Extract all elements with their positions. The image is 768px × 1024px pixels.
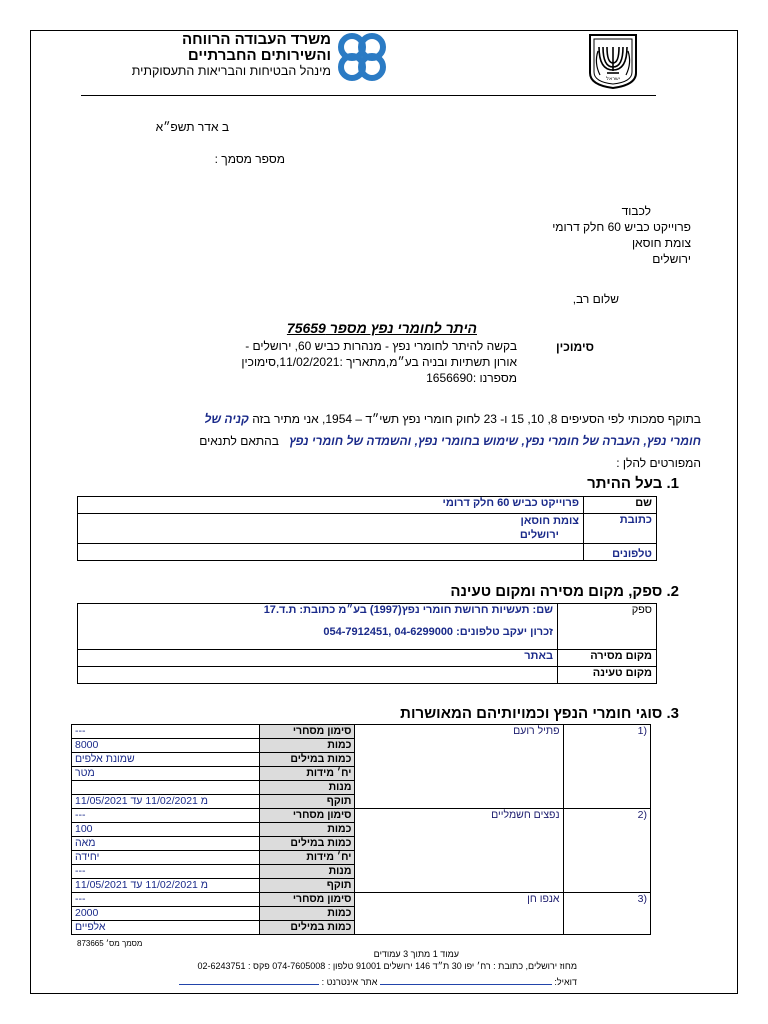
qty-words-value: שמונת אלפים [72,753,260,767]
doses-label: מנות [259,865,354,879]
body-permitted-actions: קניה של [204,412,249,426]
qty-value: 8000 [72,739,260,753]
section2-heading: 2. ספק, מקום מסירה ומקום טעינה [450,583,679,600]
reference-caption: סימוכין [556,340,594,354]
reference-line: אורון תשתיות ובניה בע״מ,מתאריך :11/02/2021,סימוכין [241,355,517,369]
item-number: 1) [563,725,650,809]
qty-words-label: כמות במילים [259,753,354,767]
qty-words-label: כמות במילים [259,921,354,935]
supplier-line: שם: תעשיות חרושת חומרי נפץ(1997) בע״מ כתובת: ת.ד.17 [263,604,553,616]
permit-title: היתר לחומרי נפץ מספר 75659 [286,320,477,336]
reference-line: מספרנו :1656690 [426,371,517,385]
body-text: בתוקף סמכותי לפי הסעיפים 8, 10, 15 ו- 23 לחוק חומרי נפץ תשי״ד – 1954, אני מתיר בזה [252,412,701,426]
catalog-label: סימון מסחרי [259,725,354,739]
qty-label: כמות [259,823,354,837]
svg-text:ישראל: ישראל [606,76,620,82]
document-number-label: מספר מסמך : [214,152,285,166]
letter-page [30,30,738,994]
section1-heading: 1. בעל ההיתר [587,475,679,492]
item-name: אנפו חן [355,893,563,935]
holder-address-label: כתובת [584,514,657,544]
validity-label: תוקף [259,879,354,893]
website-link[interactable] [179,974,319,985]
holder-name-label: שם [584,497,657,514]
footer-page-info: עמוד 1 מתוך 3 עמודים [373,949,459,959]
supplier-line: זכרון יעקב טלפונים: 04-6299000 ,054-7912451 [323,626,553,638]
delivery-place-value: באתר [78,650,558,667]
holder-name-value: פרוייקט כביש 60 חלק דרומי [78,497,584,514]
item-name: פתיל רועם [355,725,563,809]
address-line: צומת חוסאן [520,515,579,527]
footer-links [179,974,577,987]
recipient-line: ירושלים [652,252,691,266]
holder-phones-value [78,544,584,561]
body-paragraph [61,408,701,474]
permit-holder-table [77,496,657,561]
catalog-value: --- [72,893,260,907]
unit-value: יחידה [72,851,260,865]
catalog-value: --- [72,725,260,739]
footer-address: מחוז ירושלים, כתובת : רח׳ יפו 30 ת״ד 146 ירושלים 91001 טלפון : 074-7605008 פקס : 02-6243751 [197,961,577,971]
ministry-logo-icon [333,31,391,85]
state-emblem-icon [586,33,640,89]
loading-place-value [78,667,558,684]
qty-value: 2000 [72,907,260,921]
catalog-label: סימון מסחרי [259,893,354,907]
ministry-department: מינהל הבטיחות והבריאות התעסוקתית [131,64,331,78]
greeting: שלום רב, [572,292,619,306]
body-permitted-actions: חומרי נפץ, העברה של חומרי נפץ, שימוש בחומרי נפץ, והשמדה של חומרי נפץ [288,434,701,448]
doses-value: --- [72,865,260,879]
unit-value: מטר [72,767,260,781]
delivery-place-label: מקום מסירה [558,650,657,667]
qty-words-value: אלפיים [72,921,260,935]
item-number: 3) [563,893,650,935]
explosives-table [71,724,651,935]
ministry-name-line2: והשירותים החברתיים [187,47,331,64]
to-label: לכבוד [621,204,651,218]
loading-place-label: מקום טעינה [558,667,657,684]
email-label: דואיל: [554,977,577,987]
qty-label: כמות [259,907,354,921]
body-text: המפורטים להלן : [616,456,701,470]
doses-value [72,781,260,795]
ministry-name-line1: משרד העבודה הרווחה [182,31,331,48]
supplier-table [77,603,657,684]
unit-label: יח׳ מידות [259,851,354,865]
body-text: בהתאם לתנאים [199,434,279,448]
item-number: 2) [563,809,650,893]
validity-value: מ 11/02/2021 עד 11/05/2021 [72,795,260,809]
qty-words-value: מאה [72,837,260,851]
qty-words-label: כמות במילים [259,837,354,851]
qty-value: 100 [72,823,260,837]
recipient-line: צומת חוסאן [631,236,691,250]
recipient-line: פרוייקט כביש 60 חלק דרומי [552,220,691,234]
catalog-value: --- [72,809,260,823]
footer-doc-number: מסמך מס׳ 873665 [77,939,143,948]
supplier-value [78,604,558,650]
supplier-label: ספק [558,604,657,650]
validity-value: מ 11/02/2021 עד 11/05/2021 [72,879,260,893]
unit-label: יח׳ מידות [259,767,354,781]
doses-label: מנות [259,781,354,795]
letter-date: ב אדר תשפ״א [155,120,229,134]
holder-address-value [78,514,584,544]
header-divider [81,95,656,96]
qty-label: כמות [259,739,354,753]
website-label: אתר אינטרנט : [321,977,378,987]
validity-label: תוקף [259,795,354,809]
reference-line: בקשה להיתר לחומרי נפץ - מנהרות כביש 60, ירושלים - [245,339,517,353]
catalog-label: סימון מסחרי [259,809,354,823]
recipient-block [552,203,691,267]
email-link[interactable] [380,974,552,985]
address-line: ירושלים [519,529,559,541]
reference-text [241,338,517,386]
section3-heading: 3. סוגי חומרי הנפץ וכמויותיהם המאושרות [400,705,679,722]
item-name: נפצים חשמליים [355,809,563,893]
holder-phones-label: טלפונים [584,544,657,561]
